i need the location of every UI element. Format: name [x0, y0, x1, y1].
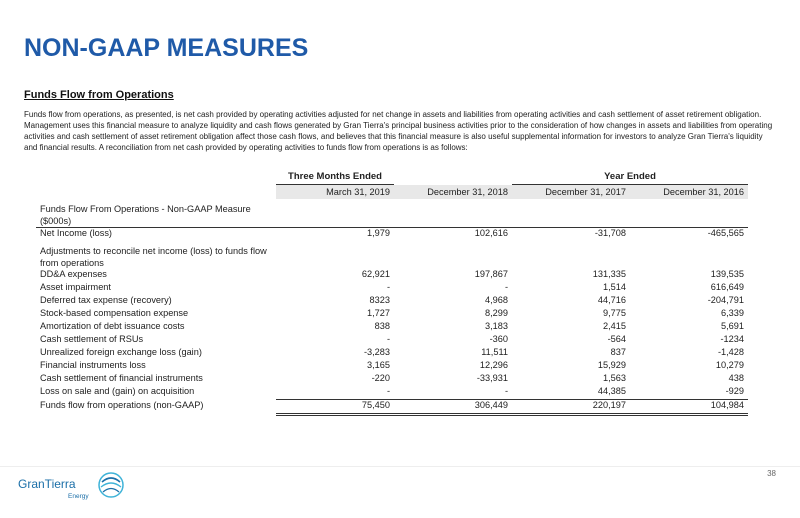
table-row	[36, 269, 748, 282]
cell-value: -3,283	[363, 347, 390, 357]
cell-value: 11,511	[481, 347, 508, 357]
table-row	[36, 282, 748, 295]
cell-value: -1234	[720, 334, 744, 344]
cell-value: 8323	[369, 295, 390, 305]
cell-value: -31,708	[512, 228, 630, 242]
cell-value: -929	[630, 386, 748, 400]
group-header-year-ended: Year Ended	[512, 171, 748, 185]
row-label: Loss on sale and (gain) on acquisition	[40, 386, 195, 396]
page-title: NON-GAAP MEASURES	[24, 34, 309, 62]
description-paragraph: Funds flow from operations, as presented, is net cash provided by operating activities adjusted for net change in assets and liabilities from operating activities and cash settlement of asset retirement obligation. Management uses this financial measure to analyze liquidity and cash flows generated by Gran Tierra's principal business activities prior to the consideration of how changes in assets and liabilities from operating activities and cash settlement of asset retirement obligation affect those cash flows, and believes that this financial measure is also useful supplemental information for investors to analyze Gran Tierra's liquidity and financial results. A reconciliation from net cash provided by operating activities to funds flow from operations is as follows:	[24, 110, 773, 152]
cell-value: 4,968	[485, 295, 508, 305]
table-row	[36, 321, 748, 334]
reconciliation-table	[36, 171, 748, 416]
cell-value: -204,791	[707, 295, 744, 305]
row-label: DD&A expenses	[40, 269, 107, 279]
row-label: Amortization of debt issuance costs	[40, 321, 185, 331]
row-label: Unrealized foreign exchange loss (gain)	[40, 347, 202, 357]
cell-value: 62,921	[361, 269, 390, 279]
page-number: 38	[767, 469, 776, 478]
column-header: December 31, 2017	[512, 185, 630, 200]
cell-value: 2,415	[603, 321, 626, 331]
table-row	[36, 308, 748, 321]
cell-value: -465,565	[630, 228, 748, 242]
adjustments-label-row	[36, 245, 748, 269]
cell-value: 139,535	[710, 269, 744, 279]
cell-value: 1,727	[367, 308, 390, 318]
column-header: December 31, 2018	[394, 185, 512, 200]
cell-value: 15,929	[597, 360, 626, 370]
cell-value: -564	[607, 334, 626, 344]
cell-value: 102,616	[394, 228, 512, 242]
cell-value: 838	[374, 321, 390, 331]
cell-value: 10,279	[715, 360, 744, 370]
section-label-row	[36, 203, 748, 228]
section-label: Funds Flow From Operations - Non-GAAP Measure ($000s)	[40, 204, 251, 226]
column-header: December 31, 2016	[630, 185, 748, 200]
column-header: March 31, 2019	[276, 185, 394, 200]
row-label: Financial instruments loss	[40, 360, 146, 370]
table-row	[36, 360, 748, 373]
total-value: 306,449	[394, 400, 512, 415]
cell-value: 44,385	[512, 386, 630, 400]
cell-value: 1,979	[276, 228, 394, 242]
row-label: Cash settlement of financial instruments	[40, 373, 203, 383]
section-subtitle: Funds Flow from Operations	[24, 89, 174, 101]
column-header-row	[36, 185, 748, 200]
adjustments-label: Adjustments to reconcile net income (loss) to funds flow from operations	[40, 246, 267, 268]
cell-value: 8,299	[485, 308, 508, 318]
total-row	[36, 400, 748, 415]
row-label: Asset impairment	[40, 282, 111, 292]
row-label: Deferred tax expense (recovery)	[40, 295, 172, 305]
logo-tagline: Energy	[68, 493, 89, 500]
row-label: Cash settlement of RSUs	[40, 334, 144, 344]
table-row	[36, 295, 748, 308]
table-row	[36, 228, 748, 242]
cell-value: -360	[489, 334, 508, 344]
table-row	[36, 334, 748, 347]
cell-value: -	[386, 282, 390, 292]
cell-value: -	[394, 386, 512, 400]
cell-value: -220	[371, 373, 390, 383]
grantierra-logo-icon	[16, 470, 126, 504]
cell-value: -	[386, 334, 390, 344]
table-row	[36, 373, 748, 386]
cell-value: 9,775	[603, 308, 626, 318]
cell-value: -	[276, 386, 394, 400]
cell-value: 837	[610, 347, 626, 357]
row-label: Net Income (loss)	[36, 228, 276, 242]
cell-value: 1,563	[603, 373, 626, 383]
cell-value: 6,339	[721, 308, 744, 318]
company-logo	[16, 470, 126, 509]
logo-wordmark: GranTierra	[18, 477, 76, 491]
footer-divider	[0, 466, 800, 467]
cell-value: 12,296	[479, 360, 508, 370]
total-value: 220,197	[512, 400, 630, 415]
cell-value: 616,649	[710, 282, 744, 292]
cell-value: 3,165	[367, 360, 390, 370]
cell-value: 3,183	[485, 321, 508, 331]
table-row	[36, 347, 748, 360]
total-label: Funds flow from operations (non-GAAP)	[40, 399, 204, 410]
cell-value: -33,931	[476, 373, 508, 383]
cell-value: 438	[728, 373, 744, 383]
cell-value: 44,716	[597, 295, 626, 305]
group-header-row	[36, 171, 748, 185]
row-label: Stock-based compensation expense	[40, 308, 189, 318]
cell-value: -1,428	[717, 347, 744, 357]
cell-value: 5,691	[721, 321, 744, 331]
group-header-three-months: Three Months Ended	[276, 171, 394, 185]
cell-value: 197,867	[474, 269, 508, 279]
table-row	[36, 386, 748, 400]
cell-value: 131,335	[592, 269, 626, 279]
cell-value: -	[504, 282, 508, 292]
total-value: 75,450	[276, 400, 394, 415]
total-value: 104,984	[630, 400, 748, 415]
cell-value: 1,514	[603, 282, 626, 292]
